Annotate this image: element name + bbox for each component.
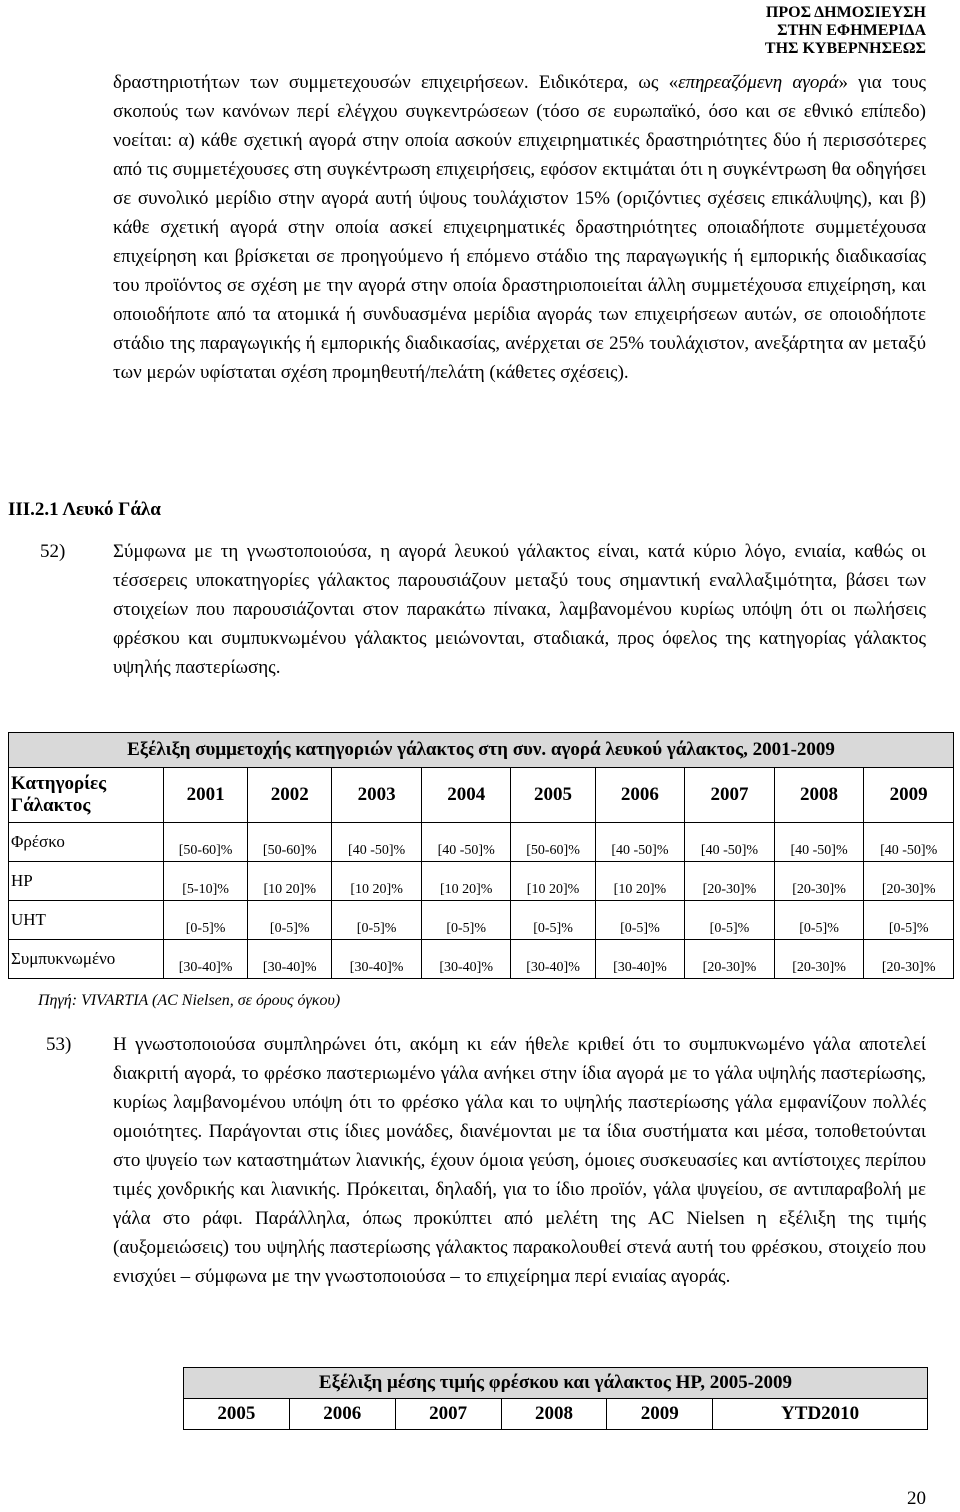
share-cell: [40 -50]% [421, 823, 511, 862]
share-cell: [0-5]% [685, 901, 775, 940]
paragraph-53-number: 53) [46, 1034, 72, 1055]
share-cell: [10 20]% [421, 862, 511, 901]
year-header: 2002 [248, 768, 332, 823]
paragraph-53 [113, 1030, 926, 1291]
share-cell: [40 -50]% [774, 823, 864, 862]
share-cell: [10 20]% [248, 862, 332, 901]
paragraph-52 [113, 537, 926, 682]
intro-text-a: δραστηριοτήτων των συμμετεχουσών επιχειρήσεων. Ειδικότερα, ως « [113, 72, 679, 93]
year-header: 2005 [511, 768, 595, 823]
section-heading: ΙΙΙ.2.1 Λευκό Γάλα [8, 499, 161, 520]
year-header: 2009 [607, 1399, 713, 1430]
share-cell: [0-5]% [332, 901, 422, 940]
category-header-line-2: Γάλακτος [11, 795, 91, 816]
header-line-3: ΤΗΣ ΚΥΒΕΡΝΗΣΕΩΣ [764, 40, 926, 57]
year-header: 2008 [774, 768, 864, 823]
share-cell: [20-30]% [685, 940, 775, 979]
paragraph-53-text: Η γνωστοποιούσα συμπληρώνει ότι, ακόμη κι εάν ήθελε κριθεί ότι το συμπυκνωμένο γάλα αποτελεί διακριτή αγορά, το φρέσκο παστεριωμένο γάλα ανήκει στην ίδια αγορά με το γάλα υψηλής παστερίωσης, κυρίως λαμβανομένου υπόψη ότι το φρέσκο γάλα και το υψηλής παστερίωσης γάλα εμφανίζουν πολλές ομοιότητες. Παράγονται στις ίδιες μονάδες, διανέμονται με τα ίδια συστήματα και μέσα, τοποθετούνται στο ψυγείο των καταστημάτων λιανικής, έχουν όμοια γεύση, όμοιες συσκευασίες και αντίστοιχες περίπου τιμές χονδρικής και λιανικής. Πρόκειται, δηλαδή, για το ίδιο προϊόν, γάλα ψυγείου, σε αντιπαραβολή με γάλα στο ράφι. Παράλληλα, όπως προκύπτει από μελέτη της AC Nielsen η εξέλιξη της τιμής (αυξομειώσεις) του υψηλής παστερίωσης γάλακτος παρακολουθεί στενά αυτή του φρέσκου, στοιχείο που ενισχύει – σύμφωνα με την γνωστοποιούσα – το επιχείρημα περί ενιαίας αγοράς. [113, 1034, 926, 1287]
year-header: 2007 [395, 1399, 501, 1430]
share-cell: [20-30]% [864, 862, 954, 901]
share-cell: [30-40]% [421, 940, 511, 979]
row-label: Φρέσκο [9, 823, 164, 862]
header-line-2: ΣΤΗΝ ΕΦΗΜΕΡΙΔΑ [777, 22, 926, 39]
share-cell: [0-5]% [421, 901, 511, 940]
publication-header [765, 4, 926, 58]
year-header: 2003 [332, 768, 422, 823]
share-cell: [50-60]% [248, 823, 332, 862]
share-cell: [0-5]% [511, 901, 595, 940]
row-label: Συμπυκνωμένο [9, 940, 164, 979]
row-label: HP [9, 862, 164, 901]
share-cell: [40 -50]% [595, 823, 685, 862]
year-header: 2007 [685, 768, 775, 823]
share-cell: [10 20]% [511, 862, 595, 901]
intro-paragraph [113, 68, 926, 387]
share-cell: [30-40]% [332, 940, 422, 979]
share-cell: [50-60]% [164, 823, 248, 862]
share-cell: [20-30]% [685, 862, 775, 901]
share-cell: [30-40]% [248, 940, 332, 979]
milk-category-share-table [8, 732, 954, 979]
table-row [9, 901, 954, 940]
year-header: 2006 [289, 1399, 395, 1430]
paragraph-52-text: Σύμφωνα με τη γνωστοποιούσα, η αγορά λευκού γάλακτος είναι, κατά κύριο λόγο, ενιαία, καθώς οι τέσσερεις υποκατηγορίες γάλακτος παρουσιάζουν μεταξύ τους σημαντική εναλλαξιμότητα, βάσει των στοιχείων που παρουσιάζονται στον παρακάτω πίνακα, λαμβανομένου κυρίως υπόψη ότι οι πωλήσεις φρέσκου και συμπυκνωμένου γάλακτος μειώνονται, σταδιακά, προς όφελος της κατηγορίας γάλακτος υψηλής παστερίωσης. [113, 541, 926, 678]
share-cell: [0-5]% [164, 901, 248, 940]
share-cell: [10 20]% [332, 862, 422, 901]
share-cell: [20-30]% [774, 862, 864, 901]
year-header: 2001 [164, 768, 248, 823]
paragraph-52-number: 52) [40, 541, 66, 562]
share-cell: [5-10]% [164, 862, 248, 901]
table-title: Εξέλιξη συμμετοχής κατηγοριών γάλακτος στη συν. αγορά λευκού γάλακτος, 2001-2009 [9, 733, 954, 768]
year-header: 2006 [595, 768, 685, 823]
share-cell: [20-30]% [774, 940, 864, 979]
share-cell: [10 20]% [595, 862, 685, 901]
share-cell: [40 -50]% [685, 823, 775, 862]
category-header-line-1: Κατηγορίες [11, 773, 107, 794]
share-cell: [0-5]% [595, 901, 685, 940]
price-evolution-table [183, 1367, 928, 1430]
table-title: Εξέλιξη μέσης τιμής φρέσκου και γάλακτος HP, 2005-2009 [184, 1368, 928, 1399]
year-header: 2008 [501, 1399, 607, 1430]
intro-emphasis: επηρεαζόμενη αγορά [678, 72, 839, 93]
share-cell: [40 -50]% [864, 823, 954, 862]
share-cell: [40 -50]% [332, 823, 422, 862]
share-cell: [0-5]% [774, 901, 864, 940]
table-row [9, 862, 954, 901]
share-cell: [50-60]% [511, 823, 595, 862]
share-cell: [30-40]% [595, 940, 685, 979]
category-header [9, 768, 164, 823]
share-cell: [30-40]% [511, 940, 595, 979]
share-cell: [0-5]% [864, 901, 954, 940]
year-header: YTD2010 [713, 1399, 928, 1430]
year-header: 2005 [184, 1399, 290, 1430]
year-header: 2004 [421, 768, 511, 823]
table-row [9, 823, 954, 862]
page-number: 20 [907, 1488, 926, 1509]
share-cell: [30-40]% [164, 940, 248, 979]
table-header-row [184, 1399, 928, 1430]
intro-text-b: » για τους σκοπούς των κανόνων περί ελέγχου συγκεντρώσεων (τόσο σε ευρωπαϊκό, όσο και σε εθνικό επίπεδο) νοείται: α) κάθε σχετική αγορά στην οποία ασκούν επιχειρηματικές δραστηριότητες δύο ή περισσότερες από τις συμμετέχουσες στη συγκέντρωση επιχειρήσεις, εφόσον εκτιμάται ότι η συγκέντρωση θα οδηγήσει σε συνολικό μερίδιο στην αγορά αυτή ύψους τουλάχιστον 15% (οριζόντιες σχέσεις επικάλυψης), και β) κάθε σχετική αγορά στην οποία ασκεί επιχειρηματικές δραστηριότητες οποιαδήποτε συμμετέχουσα επιχείρηση και βρίσκεται σε προηγούμενο ή επόμενο στάδιο της παραγωγικής ή εμπορικής διαδικασίας του προϊόντος σε σχέση με την αγορά στην οποία δραστηριοποιείται άλλη συμμετέχουσα επιχείρηση, και οποιοδήποτε από τα ατομικά ή συνδυασμένα μερίδια αγοράς των επιχειρήσεων αυτών, σε οποιοδήποτε στάδιο της παραγωγικής ή εμπορικής διαδικασίας, ανέρχεται σε 25% τουλάχιστον, ανεξάρτητα αν μεταξύ των μερών υφίσταται σχέση προμηθευτή/πελάτη (κάθετες σχέσεις). [113, 72, 927, 383]
row-label: UHT [9, 901, 164, 940]
table-row [9, 940, 954, 979]
share-cell: [0-5]% [248, 901, 332, 940]
header-line-1: ΠΡΟΣ ΔΗΜΟΣΙΕΥΣΗ [765, 4, 926, 21]
table-header-row [9, 768, 954, 823]
share-cell: [20-30]% [864, 940, 954, 979]
table-source: Πηγή: VIVARTIA (AC Nielsen, σε όρους όγκου) [38, 992, 341, 1009]
year-header: 2009 [864, 768, 954, 823]
